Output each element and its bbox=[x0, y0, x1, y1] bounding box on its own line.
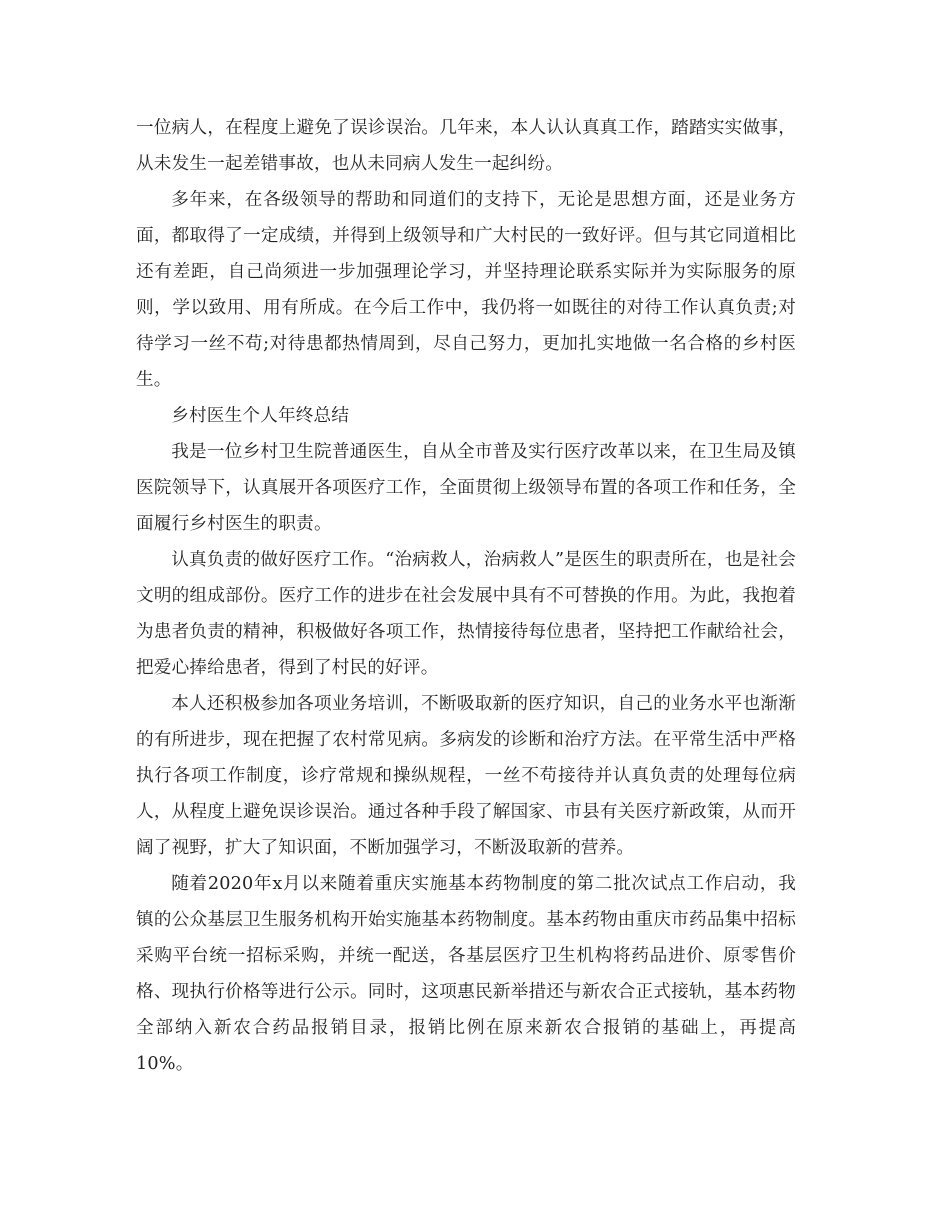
paragraph-medical-work: 认真负责的做好医疗工作。“治病救人，治病救人”是医生的职责所在，也是社会文明的组成部份。医疗工作的进步在社会发展中具有不可替换的作用。为此，我抱着为患者负责的精神，积极做好各项工作，热情接待每位患者，坚持把工作献给社会，把爱心捧给患者，得到了村民的好评。 bbox=[136, 550, 796, 678]
paragraph-drug-policy: 随着2020年x月以来随着重庆实施基本药物制度的第二批次试点工作启动，我镇的公众基层卫生服务机构开始实施基本药物制度。基本药物由重庆市药品集中招标采购平台统一招标采购，并统一配送，各基层医疗卫生机构将药品进价、原零售价格、现执行价格等进行公示。同时，这项惠民新举措还与新农合正式接轨，基本药物全部纳入新农合药品报销目录，报销比例在原来新农合报销的基础上，再提高10%。 bbox=[136, 874, 796, 1074]
paragraph-achievements: 多年来，在各级领导的帮助和同道们的支持下，无论是思想方面，还是业务方面，都取得了一定成绩，并得到上级领导和广大村民的一致好评。但与其它同道相比还有差距，自己尚须进一步加强理论学习，并坚持理论联系实际并为实际服务的原则，学以致用、用有所成。在今后工作中，我仍将一如既往的对待工作认真负责;对待学习一丝不苟;对待患都热情周到，尽自己努力，更加扎实地做一名合格的乡村医生。 bbox=[136, 190, 796, 390]
paragraph-continuation: 一位病人，在程度上避免了误诊误治。几年来，本人认认真真工作，踏踏实实做事，从未发生一起差错事故，也从未同病人发生一起纠纷。 bbox=[136, 118, 796, 174]
paragraph-training: 本人还积极参加各项业务培训，不断吸取新的医疗知识，自己的业务水平也渐渐的有所进步，现在把握了农村常见病。多病发的诊断和治疗方法。在平常生活中严格执行各项工作制度，诊疗常规和操纵规程，一丝不苟接待并认真负责的处理每位病人，从程度上避免误诊误治。通过各种手段了解国家、市县有关医疗新政策，从而开阔了视野，扩大了知识面，不断加强学习，不断汲取新的营养。 bbox=[136, 694, 796, 858]
paragraph-introduction: 我是一位乡村卫生院普通医生，自从全市普及实行医疗改革以来，在卫生局及镇医院领导下，认真展开各项医疗工作，全面贯彻上级领导布置的各项工作和任务，全面履行乡村医生的职责。 bbox=[136, 442, 796, 534]
document-body bbox=[136, 110, 796, 1082]
section-title: 乡村医生个人年终总结 bbox=[171, 406, 350, 426]
